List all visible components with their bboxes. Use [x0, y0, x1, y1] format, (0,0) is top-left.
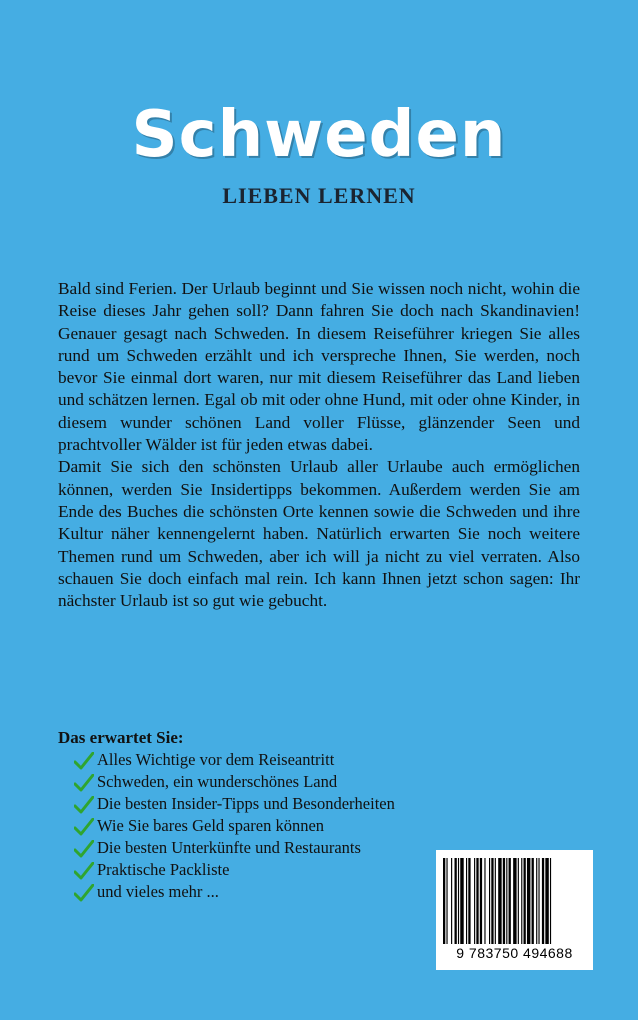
list-item-label: und vieles mehr ... [97, 882, 219, 901]
list-item-label: Wie Sie bares Geld sparen können [97, 816, 325, 835]
book-subtitle: LIEBEN LERNEN [222, 183, 416, 208]
list-item [74, 815, 395, 837]
barcode [436, 850, 593, 970]
list-item [74, 771, 395, 793]
barcode-bars-icon [443, 858, 586, 944]
list-item [74, 859, 395, 881]
list-item [74, 881, 395, 903]
list-item-label: Die besten Insider-Tipps und Besonderheiten [97, 794, 395, 813]
blurb-paragraph-2: Damit Sie sich den schönsten Urlaub aller Urlaube auch ermöglichen können, werden Sie Insidertipps bekommen. Außerdem werden Sie am Ende des Buches die schönsten Orte kennen sowie die Schweden und ihre Kultur näher kennengelernt haben. Natürlich erwarten Sie noch weitere Themen rund um Schweden, aber ich will ja nicht zu viel verraten. Also schauen Sie doch einfach mal rein. Ich kann Ihnen jetzt schon sagen: Ihr nächster Urlaub ist so gut wie gebucht. [58, 457, 580, 611]
list-item [74, 793, 395, 815]
features-heading: Das erwartet Sie: [58, 728, 184, 747]
barcode-number: 9 783750 494688 [456, 945, 573, 961]
checkmark-icon [74, 752, 94, 770]
list-item-label: Praktische Packliste [97, 860, 230, 879]
blurb-paragraph-1: Bald sind Ferien. Der Urlaub beginnt und Sie wissen noch nicht, wohin die Reise dieses Jahr gehen soll? Dann fahren Sie doch nach Skandinavien! Genauer gesagt nach Schweden. In diesem Reiseführer kriegen Sie alles rund um Schweden erzählt und ich verspreche Ihnen, Sie werden, noch bevor Sie einmal dort waren, nur mit diesem Reiseführer das Land lieben und schätzen lernen. Egal ob mit oder ohne Hund, mit oder ohne Kinder, in diesem wunder schönen Land voller Flüsse, glänzender Seen und prachtvoller Wälder ist für jeden etwas dabei. [58, 279, 580, 455]
checkmark-icon [74, 818, 94, 836]
list-item [74, 837, 395, 859]
list-item-label: Schweden, ein wunderschönes Land [97, 772, 338, 791]
checkmark-icon [74, 774, 94, 792]
checkmark-icon [74, 796, 94, 814]
blurb-text [58, 278, 580, 612]
checkmark-icon [74, 840, 94, 858]
list-item [74, 749, 395, 771]
list-item-label: Die besten Unterkünfte und Restaurants [97, 838, 361, 857]
book-title: Schweden [131, 98, 507, 172]
features-list [74, 749, 395, 903]
checkmark-icon [74, 884, 94, 902]
checkmark-icon [74, 862, 94, 880]
list-item-label: Alles Wichtige vor dem Reiseantritt [97, 750, 335, 769]
